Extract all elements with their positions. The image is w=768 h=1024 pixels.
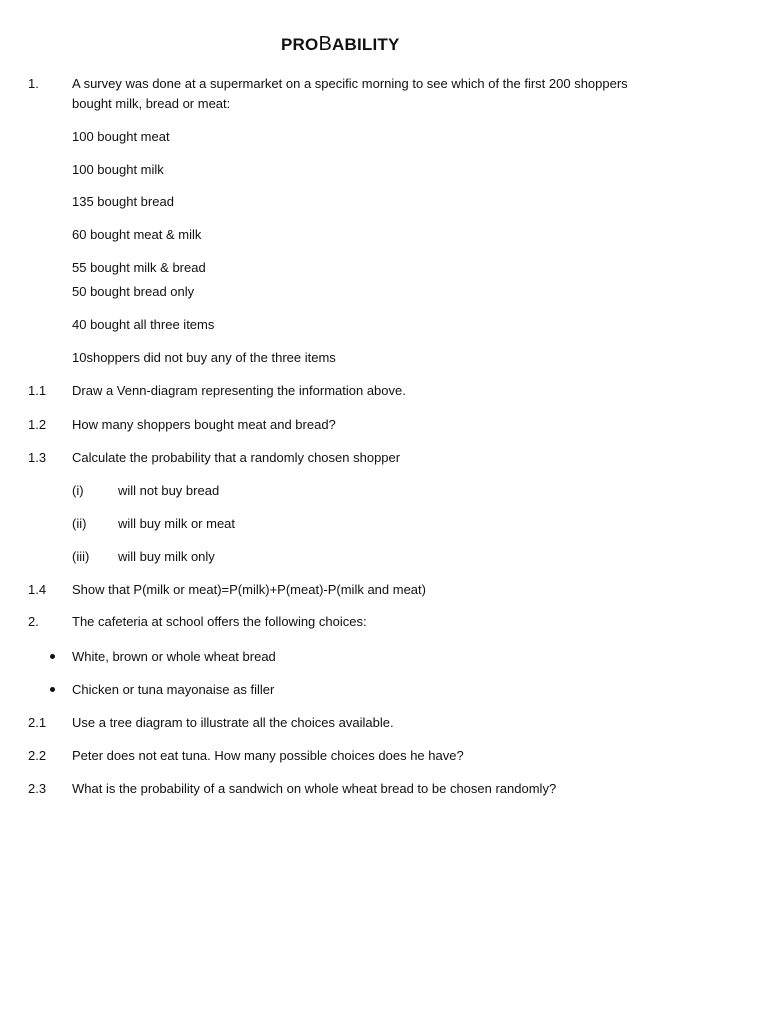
fact-item: 100 bought meat [72, 129, 170, 144]
fact-item: 60 bought meat & milk [72, 227, 202, 242]
sub-part-label: (i) [72, 483, 84, 498]
question-1-text-line-1: A survey was done at a supermarket on a specific morning to see which of the first 200 shoppers [72, 76, 628, 91]
bullet-icon [50, 687, 55, 692]
question-2-2-number: 2.2 [28, 748, 47, 763]
fact-item: 10shoppers did not buy any of the three items [72, 350, 336, 365]
page-title [281, 33, 400, 56]
fact-item: 135 bought bread [72, 194, 174, 209]
sub-part-label: (ii) [72, 516, 87, 531]
question-2-number: 2. [28, 614, 39, 629]
question-1-1-number: 1.1 [28, 383, 47, 398]
fact-item: 55 bought milk & bread [72, 260, 206, 275]
question-2-3-number: 2.3 [28, 781, 47, 796]
question-1-1-text: Draw a Venn-diagram representing the information above. [72, 383, 406, 398]
sub-part-text: will buy milk or meat [118, 516, 236, 531]
sub-part-text: will buy milk only [118, 549, 215, 564]
fact-item: 100 bought milk [72, 162, 164, 177]
sub-part-text: will not buy bread [118, 483, 220, 498]
question-1-2-number: 1.2 [28, 417, 47, 432]
fact-item: 50 bought bread only [72, 284, 195, 299]
question-1-3-text: Calculate the probability that a randomly chosen shopper [72, 450, 401, 465]
title-part-1: PRO [281, 35, 319, 54]
title-part-3: ABILITY [332, 35, 400, 54]
title-part-2: B [318, 33, 332, 55]
question-2-1-text: Use a tree diagram to illustrate all the choices available. [72, 715, 394, 730]
bullet-item: Chicken or tuna mayonaise as filler [72, 682, 275, 697]
question-1-number: 1. [28, 76, 39, 91]
question-2-2-text: Peter does not eat tuna. How many possible choices does he have? [72, 748, 464, 763]
bullet-icon [50, 654, 55, 659]
question-1-3-number: 1.3 [28, 450, 47, 465]
question-1-2-text: How many shoppers bought meat and bread? [72, 417, 336, 432]
question-1-4-number: 1.4 [28, 582, 47, 597]
question-1-text-line-2: bought milk, bread or meat: [72, 96, 231, 111]
sub-part-label: (iii) [72, 549, 90, 564]
question-2-3-text: What is the probability of a sandwich on whole wheat bread to be chosen randomly? [72, 781, 557, 796]
fact-item: 40 bought all three items [72, 317, 215, 332]
question-2-1-number: 2.1 [28, 715, 47, 730]
question-2-text: The cafeteria at school offers the following choices: [72, 614, 367, 629]
question-1-4-text: Show that P(milk or meat)=P(milk)+P(meat)-P(milk and meat) [72, 582, 426, 597]
bullet-item: White, brown or whole wheat bread [72, 649, 276, 664]
